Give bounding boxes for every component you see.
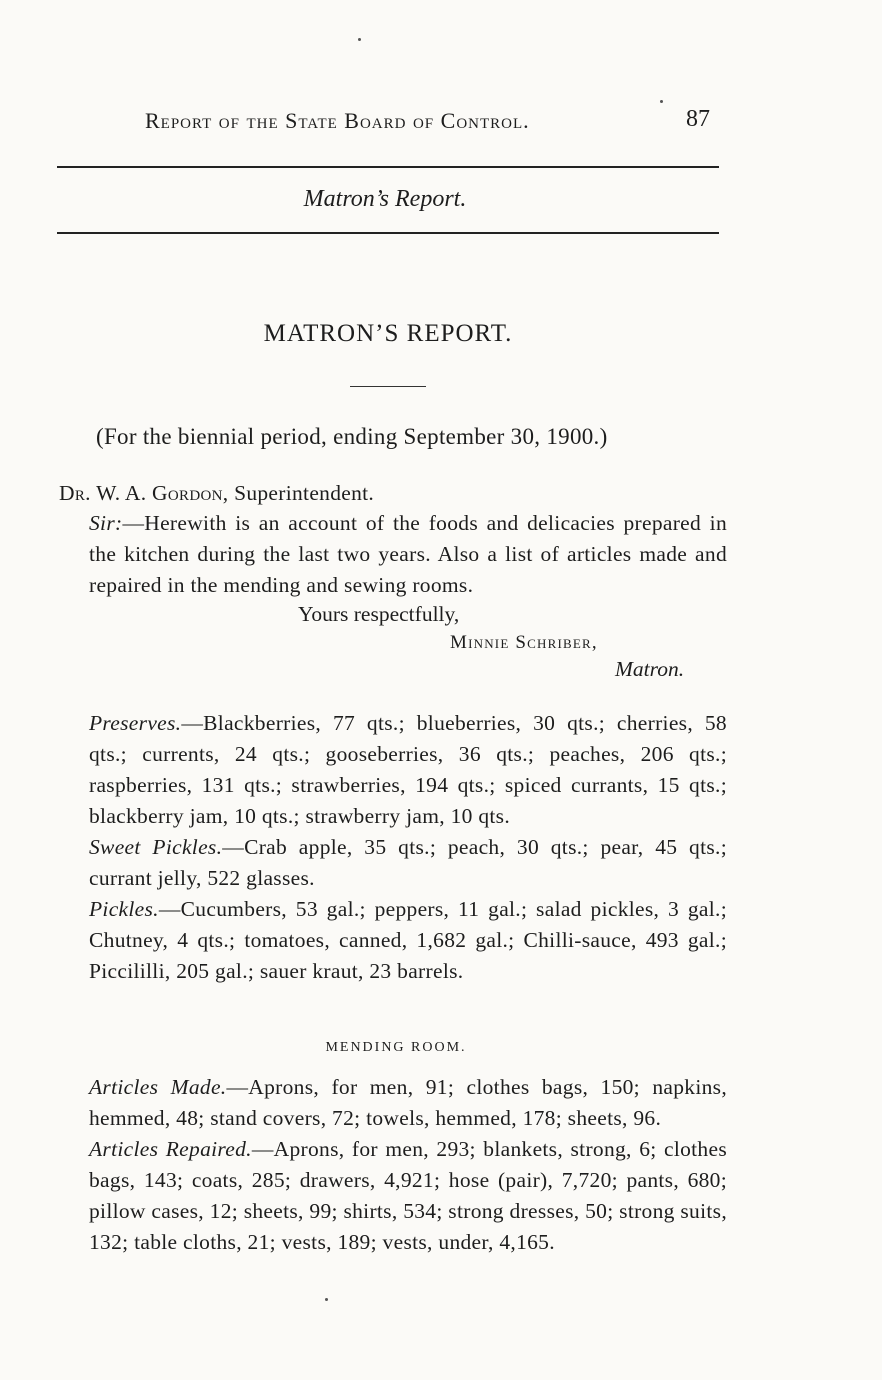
- articles-repaired-text: —Aprons, for men, 293; blankets, strong, 6; clothes bags, 143; coats, 285; drawers, 4,921; hose (pair), 7,720; pants, 680; pillow cases, 12; sheets, 99; shirts, 534; strong dresses, 50; strong suits, 132; table cloths, 21; vests, 189; vests, under, 4,165.: [89, 1137, 727, 1254]
- sweet-pickles-label: Sweet Pickles.: [89, 835, 223, 859]
- header-rule-top: [57, 166, 719, 168]
- preserves-text: —Blackberries, 77 qts.; blueberries, 30 qts.; cherries, 58 qts.; currents, 24 qts.; gooseberries, 36 qts.; peaches, 206 qts.; raspberries, 131 qts.; strawberries, 194 qts.; spiced currants, 15 qts.; blackberry jam, 10 qts.; strawberry jam, 10 qts.: [89, 711, 727, 828]
- articles-repaired-paragraph: [59, 1134, 727, 1258]
- report-title: MATRON’S REPORT.: [263, 320, 513, 347]
- running-head: Report of the State Board of Control.: [145, 108, 530, 133]
- paper-speck: [325, 1298, 328, 1301]
- addressee-name: Dr. W. A. Gordon: [59, 481, 223, 505]
- pickles-text: —Cucumbers, 53 gal.; peppers, 11 gal.; salad pickles, 3 gal.; Chutney, 4 qts.; tomatoes, canned, 1,682 gal.; Chilli-sauce, 493 gal.; Piccililli, 205 gal.; sauer kraut, 23 barrels.: [89, 897, 727, 983]
- paper-speck: [660, 100, 663, 103]
- signature-title: Matron.: [615, 657, 685, 681]
- articles-made-label: Articles Made.: [89, 1075, 227, 1099]
- sweet-pickles-text: —Crab apple, 35 qts.; peach, 30 qts.; pear, 45 qts.; currant jelly, 522 glasses.: [89, 835, 727, 890]
- pickles-label: Pickles.: [89, 897, 159, 921]
- preserves-label: Preserves.: [89, 711, 182, 735]
- letter-body: —Herewith is an account of the foods and delicacies prepared in the kitchen during the last two years. Also a list of articles made and repaired in the mending and sewing rooms.: [89, 511, 727, 597]
- mending-room-heading: MENDING ROOM.: [325, 1040, 467, 1055]
- signature-name: Minnie Schriber,: [450, 632, 598, 653]
- letter-paragraph: [59, 508, 727, 601]
- pickles-paragraph: [59, 894, 727, 987]
- page-number: 87: [686, 106, 710, 132]
- articles-made-paragraph: [59, 1072, 727, 1134]
- mending-room-section: [59, 1072, 727, 1258]
- articles-made-text: —Aprons, for men, 91; clothes bags, 150; napkins, hemmed, 48; stand covers, 72; towels, hemmed, 178; sheets, 96.: [89, 1075, 727, 1130]
- letter-closing: Yours respectfully,: [298, 602, 460, 626]
- addressee-role: , Superintendent.: [222, 481, 375, 505]
- report-period: (For the biennial period, ending September 30, 1900.): [96, 424, 608, 449]
- kitchen-section: [59, 708, 727, 987]
- paper-speck: [358, 38, 361, 41]
- sweet-pickles-paragraph: [59, 832, 727, 894]
- section-heading: Matron’s Report.: [303, 186, 467, 212]
- addressee-line: [59, 478, 727, 509]
- salutation: Sir:: [89, 511, 123, 535]
- preserves-paragraph: [59, 708, 727, 832]
- title-divider: [350, 386, 426, 387]
- articles-repaired-label: Articles Repaired.: [89, 1137, 252, 1161]
- header-rule-bottom: [57, 232, 719, 234]
